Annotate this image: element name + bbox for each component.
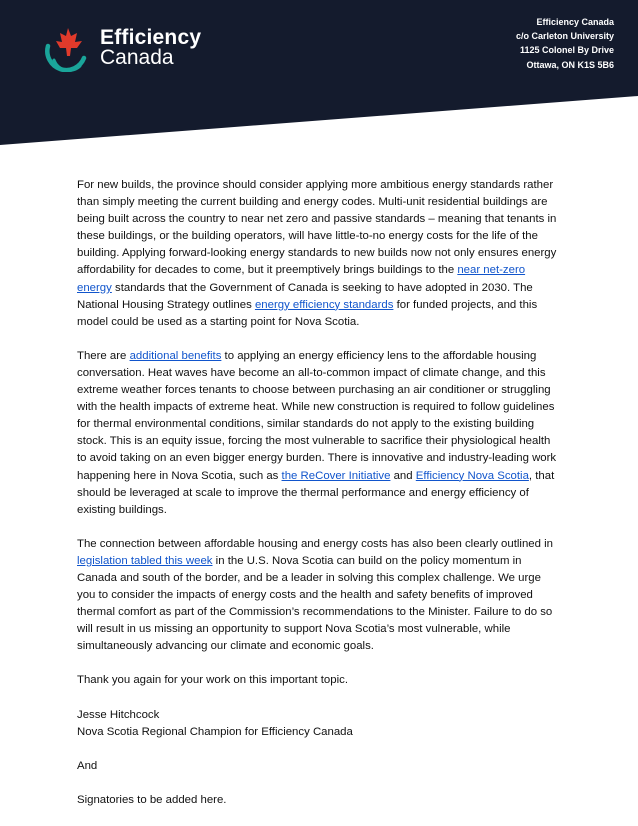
letterhead-banner	[0, 0, 638, 145]
text-span: standards that the Government of Canada is seeking to have adopted in 2030. The National Housing Strategy outlines	[77, 281, 533, 311]
efficiency-canada-logo	[44, 24, 202, 76]
text-span: in the U.S. Nova Scotia can build on the policy momentum in Canada and south of the border, and be a leader in solving this complex challenge. We urge you to consider the impacts of energy costs and the health and safety benefits of improved thermal comfort as part of the Commission’s recommendations to the Minister. Failure to do so will result in us missing an opportunity to support Nova Scotia’s most vulnerable, while simultaneously advancing our climate and economic goals.	[77, 554, 553, 653]
paragraph-and: And	[77, 759, 98, 772]
logo-line-1: Efficiency	[100, 26, 202, 49]
text-span: For new builds, the province should consider applying more ambitious energy standards rather than simply meeting the current building and energy codes. Multi-unit residential buildings are being built across the country to near net zero and passive standards – meaning that tenants in these buildings, or the building operators, will have little-to-no energy costs for the life of the building. Applying forward-looking energy standards to new builds now not only ensures energy affordability for decades to come, but it preemptively brings buildings to the	[77, 179, 557, 277]
text-span: for funded projects, and this model could be used as a starting point for Nova Scotia.	[77, 298, 538, 328]
logo-line-2: Canada	[100, 46, 174, 69]
signature-block	[77, 707, 561, 741]
return-address	[516, 15, 614, 72]
letter-body	[77, 177, 561, 826]
maple-leaf-icon	[44, 24, 90, 72]
paragraph-new-builds	[77, 177, 561, 331]
paragraph-signatories: Signatories to be added here.	[77, 793, 227, 806]
text-span: The connection between affordable housing and energy costs has also been clearly outlined in	[77, 537, 553, 550]
link-additional-benefits[interactable]: additional benefits	[129, 349, 222, 362]
paragraph-additional-benefits	[77, 348, 561, 519]
address-line: Ottawa, ON K1S 5B6	[526, 59, 614, 70]
address-line: c/o Carleton University	[515, 31, 614, 42]
address-line: Efficiency Canada	[536, 17, 614, 27]
text-span: , that should be leveraged at scale to improve the thermal performance and energy efficiency of existing buildings.	[77, 469, 555, 516]
text-span: to applying an energy efficiency lens to the affordable housing conversation. Heat waves have become an all-to-common impact of climate change, and this extreme weather forces tenants to choose between purchasing an air conditioner or struggling with the health impacts of extreme heat. While new construction is required to follow guidelines for thermal environmental conditions, similar standards do not apply to the existing building stock. This is an equity issue, forcing the most vulnerable to sacrifice their physiological health to avoid taking on an even bigger energy burden. There is innovative and industry-leading work happening here in Nova Scotia, such as	[77, 349, 557, 482]
paragraph-connection	[77, 536, 561, 656]
paragraph-thank-you: Thank you again for your work on this important topic.	[77, 674, 348, 687]
address-line: 1125 Colonel By Drive	[519, 45, 614, 56]
link-recover-initiative[interactable]: the ReCover Initiative	[281, 469, 391, 482]
link-legislation-tabled[interactable]: legislation tabled this week	[77, 554, 213, 567]
link-efficiency-nova-scotia[interactable]: Efficiency Nova Scotia	[415, 469, 529, 482]
link-energy-efficiency-standards[interactable]: energy efficiency standards	[254, 298, 394, 311]
text-span: and	[390, 469, 416, 482]
link-near-net-zero-energy[interactable]: near net-zero energy	[77, 264, 526, 294]
signature-name: Jesse Hitchcock	[77, 708, 160, 721]
signature-title: Nova Scotia Regional Champion for Efficiency Canada	[77, 725, 353, 738]
text-span: There are	[77, 349, 130, 362]
logo-wordmark	[100, 28, 201, 68]
